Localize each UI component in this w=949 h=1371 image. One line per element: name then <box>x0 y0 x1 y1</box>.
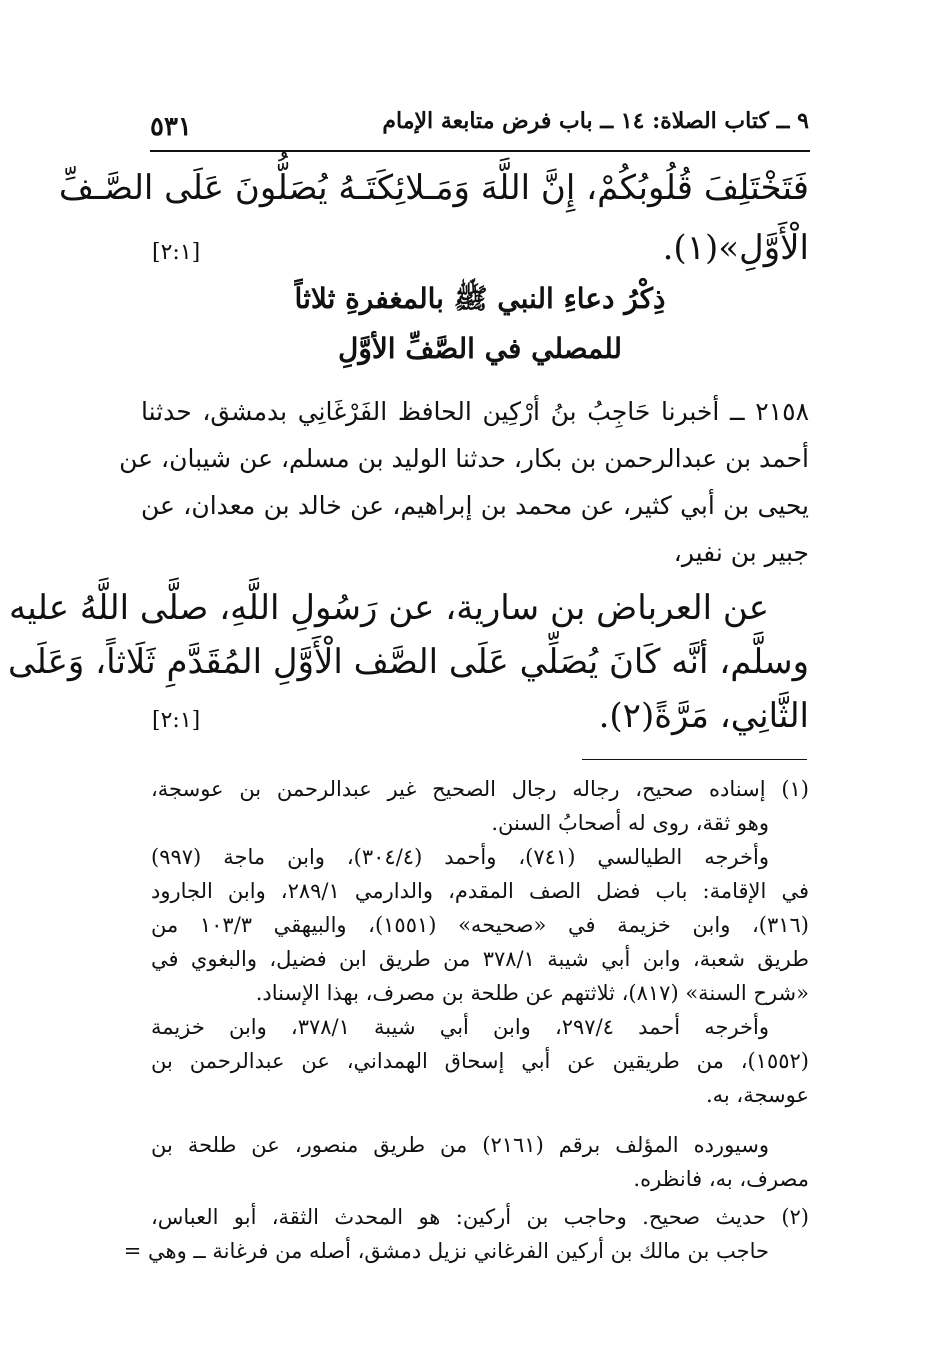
footnote-1-line-2: وهو ثقة، روى له أصحابُ السنن. <box>491 811 769 835</box>
page-number: ٥٣١ <box>150 112 192 142</box>
footnote-2-line-1: (٢) حديث صحيح. وحاجب بن أركين: هو المحدث الثقة، أبو العباس، <box>151 1205 809 1229</box>
footnote-1-line-3: وأخرجه الطيالسي (٧٤١)، وأحمد (٣٠٤/٤)، وابن ماجة (٩٩٧) <box>151 845 769 869</box>
footnote-2-line-2: حاجب بن مالك بن أركين الفرغاني نزيل دمشق، أصله من فرغانة ــ وهي = <box>123 1239 769 1263</box>
running-header-title: ٩ ــ كتاب الصلاة: ١٤ ــ باب فرض متابعة الإمام <box>382 108 809 134</box>
footnote-1-line-7: «شرح السنة» (٨١٧)، ثلاثتهم عن طلحة بن مصرف، بهذا الإسناد. <box>255 981 809 1005</box>
footnote-1-line-10: عوسجة، به. <box>705 1083 809 1107</box>
header-divider <box>150 150 810 152</box>
footnote-1-line-6: طريق شعبة، وابن أبي شيبة ٣٧٨/١ من طريق ابن فضيل، والبغوي في <box>151 947 809 971</box>
footnote-1-line-11: وسيورده المؤلف برقم (٢١٦١) من طريق منصور، عن طلحة بن <box>151 1133 769 1157</box>
quote-line-2: الْأَوَّلِ»(١). <box>662 228 809 268</box>
quote-reference: [٢:١] <box>152 240 201 265</box>
hadith-chain-line-4: جبير بن نفير، <box>673 538 809 567</box>
footnote-1-line-9: (١٥٥٢)، من طريقين عن أبي إسحاق الهمداني، عن عبدالرحمن بن <box>151 1049 809 1073</box>
hadith-chain-line-2: أحمد بن عبدالرحمن بن بكار، حدثنا الوليد بن مسلم، عن شيبان، عن <box>119 444 809 473</box>
section-heading-line-2: للمصلي في الصَّفِّ الأوَّلِ <box>337 332 623 365</box>
footnote-1-line-8: وأخرجه أحمد ٢٩٧/٤، وابن أبي شيبة ٣٧٨/١، وابن خزيمة <box>151 1015 769 1039</box>
quote-line-1: فَتَخْتَلِفَ قُلُوبُكُمْ، إِنَّ اللَّهَ وَمَـلائِكَتَـهُ يُصَلُّونَ عَلَى الصَّـفِّ <box>58 168 809 208</box>
hadith-text-line-1: عن العرباض بن سارية، عن رَسُولِ اللَّهِ، صلَّى اللَّهُ عليه <box>8 588 769 628</box>
hadith-chain-line-1: ٢١٥٨ ــ أخبرنا حَاجِبُ بنُ أرْكِين الحافظ الفَرْغَانِي بدمشق، حدثنا <box>141 397 809 426</box>
footnote-1-line-4: في الإقامة: باب فضل الصف المقدم، والدارمي ٢٨٩/١، وابن الجارود <box>151 879 809 903</box>
footnote-1-line-1: (١) إسناده صحيح، رجاله رجال الصحيح غير عبدالرحمن بن عوسجة، <box>151 777 809 801</box>
hadith-text-line-2: وسلَّم، أنَّه كَانَ يُصَلِّي عَلَى الصَّف الْأَوَّلِ المُقَدَّمِ ثَلَاثاً، وَعَلَى <box>8 642 809 682</box>
hadith-chain-line-3: يحيى بن أبي كثير، عن محمد بن إبراهيم، عن خالد بن معدان، عن <box>141 491 809 520</box>
footnote-1-line-5: (٣١٦)، وابن خزيمة في «صحيحه» (١٥٥١)، والبيهقي ١٠٣/٣ من <box>151 913 809 937</box>
hadith-reference: [٢:١] <box>152 708 201 733</box>
footnote-1-line-12: مصرف، به، فانظره. <box>633 1167 809 1191</box>
footnote-separator <box>582 759 807 760</box>
hadith-text-line-3: الثَّانِي، مَرَّةً(٢). <box>598 696 809 736</box>
section-heading-line-1: ذِكْرُ دعاءِ النبي ﷺ بالمغفرةِ ثلاثاً <box>294 282 666 315</box>
